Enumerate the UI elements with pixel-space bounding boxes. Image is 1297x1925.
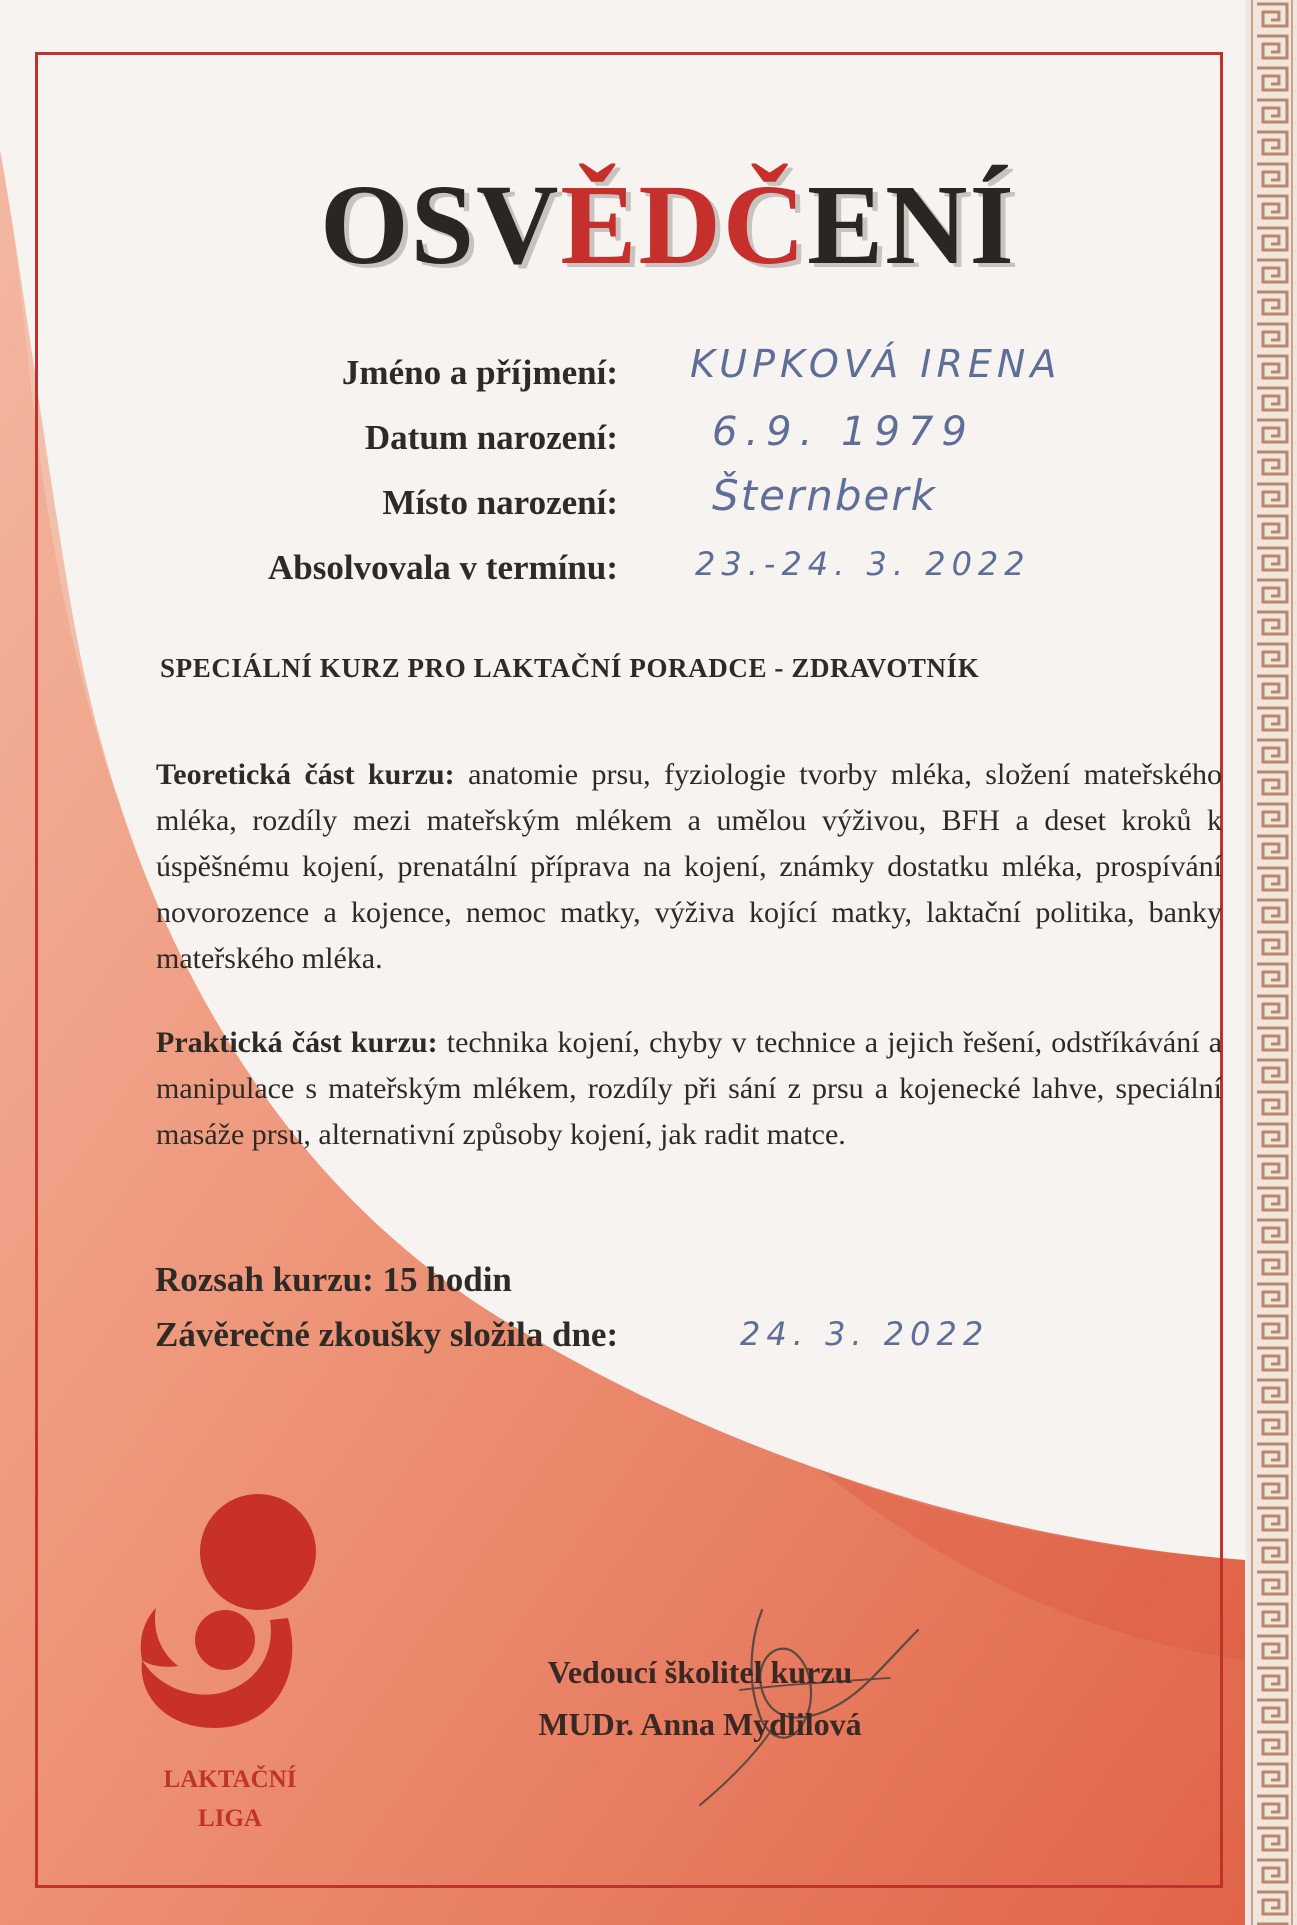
attended-value: 23.-24. 3. 2022 [695, 545, 1031, 583]
logo-text-line1: LAKTAČNÍ [163, 1766, 297, 1793]
exam-date-value: 24. 3. 2022 [740, 1315, 990, 1353]
laktacni-liga-logo-icon [130, 1480, 330, 1750]
birth-date-value: 6.9. 1979 [712, 409, 975, 455]
theory-paragraph [156, 752, 1222, 982]
birth-place-label: Místo narození: [382, 483, 618, 522]
title-letter-group-2: ĚDČ [560, 161, 808, 288]
decorative-meander-border [1247, 0, 1297, 1925]
logo-text-line2: LIGA [198, 1805, 262, 1832]
practice-paragraph [156, 1020, 1222, 1158]
practice-text: technika kojení, chyby v technice a jejich řešení, odstříkávání a manipulace s mateřským mlékem, rozdíly při sání z prsu a kojenecké lahve, speciální masáže prsu, alternativní způsoby kojení, jak radit matce. [156, 1026, 1223, 1151]
name-label: Jméno a příjmení: [341, 353, 618, 392]
title-letter-group-1: OSV [320, 161, 561, 288]
name-value: KUPKOVÁ IRENA [690, 342, 1062, 386]
course-title: SPECIÁLNÍ KURZ PRO LAKTAČNÍ PORADCE - ZDRAVOTNÍK [160, 653, 980, 683]
birth-date-label: Datum narození: [364, 418, 618, 457]
course-length: Rozsah kurzu: 15 hodin [155, 1260, 512, 1299]
exam-label: Závěrečné zkoušky složila dne: [155, 1315, 619, 1354]
certificate-title [320, 161, 1016, 288]
theory-text: anatomie prsu, fyziologie tvorby mléka, složení mateřského mléka, rozdíly mezi mateřským mlékem a umělou výživou, BFH a deset kroků k úspěšnému kojení, prenatální příprava na kojení, známky dostatku mléka, prospívání novorozence a kojence, nemoc matky, výživa kojící matky, laktační politika, banky mateřského mléka. [156, 758, 1223, 975]
signatory-name: MUDr. Anna Mydlilová [538, 1706, 862, 1742]
signatory-role: Vedoucí školitel kurzu [547, 1654, 853, 1690]
birth-place-value: Šternberk [712, 471, 937, 520]
theory-heading: Teoretická část kurzu: [156, 758, 455, 791]
attended-label: Absolvovala v termínu: [268, 548, 618, 587]
signature-icon [670, 1590, 930, 1820]
practice-heading: Praktická část kurzu: [156, 1026, 438, 1059]
title-letter-group-3: ENÍ [807, 161, 1016, 288]
